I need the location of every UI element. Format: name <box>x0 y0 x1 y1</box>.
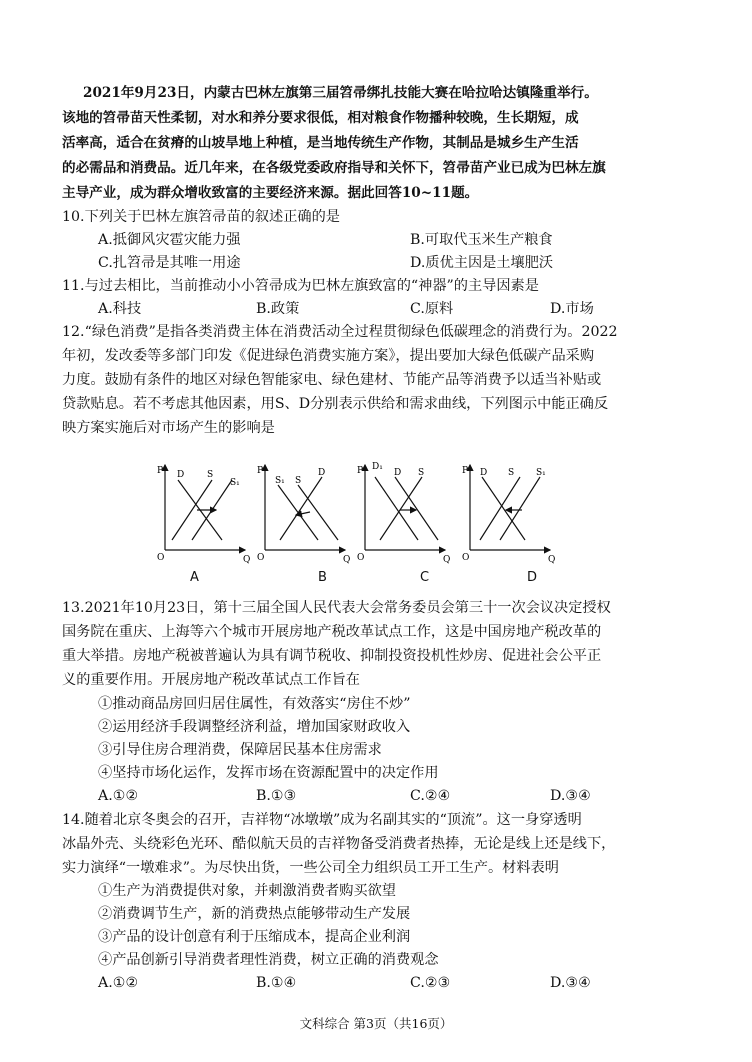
graph-c-d1-label: D₁ <box>372 462 383 472</box>
q11-stem: 11.与过去相比，当前推动小小笤帚成为巴林左旗致富的“神器”的主导因素是 <box>62 278 539 294</box>
graph-c-o-label: O <box>357 553 365 563</box>
q14-line-2: 冰晶外壳、头绕彩色光环、酷似航天员的吉祥物备受消费者热捧，无论是线上还是线下， <box>62 836 616 852</box>
q14-option-a: A.①② <box>98 975 139 991</box>
q10-option-b: B.可取代玉米生产粮食 <box>410 232 553 248</box>
q13-line-2: 国务院在重庆、上海等六个城市开展房地产税改革试点工作，这是中国房地产税改革的 <box>62 624 602 640</box>
q11-option-b: B.政策 <box>256 301 300 317</box>
q14-item-2: ②消费调节生产，新的消费热点能够带动生产发展 <box>98 906 411 922</box>
q13-item-3: ③引导住房合理消费，保障居民基本住房需求 <box>98 742 382 758</box>
q12-line-5: 映方案实施后对市场产生的影响是 <box>62 420 275 436</box>
q13-item-2: ②运用经济手段调整经济利益，增加国家财政收入 <box>98 719 411 735</box>
passage-line-2: 该地的笤帚苗天性柔韧，对水和养分要求很低，相对粮食作物播种较晚，生长期短，成 <box>62 110 579 126</box>
graph-a-q-label: Q <box>243 555 251 565</box>
graph-label-a: A <box>190 570 199 585</box>
graph-a-d-label: D <box>177 470 185 480</box>
passage-line-4: 的必需品和消费品。近几年来，在各级党委政府指导和关怀下，笤帚苗产业已成为巴林左旗 <box>62 160 606 176</box>
q10-option-d: D.质优主因是土壤肥沃 <box>410 255 554 271</box>
supply-demand-graphs <box>150 455 570 590</box>
q13-line-4: 义的重要作用。开展房地产税改革试点工作旨在 <box>62 672 360 688</box>
q13-option-d: D.③④ <box>550 788 591 804</box>
q14-item-4: ④产品创新引导消费者理性消费，树立正确的消费观念 <box>98 952 439 968</box>
graph-c-q-label: Q <box>443 555 451 565</box>
graph-a-s1-label: S₁ <box>230 478 240 488</box>
q11-option-d: D.市场 <box>550 301 594 317</box>
q12-line-3: 力度。鼓励有条件的地区对绿色智能家电、绿色建材、节能产品等消费予以适当补贴或 <box>62 372 602 388</box>
graph-b-d-label: D <box>318 468 326 478</box>
graph-d-q-label: Q <box>548 555 556 565</box>
q12-line-2: 年初，发改委等多部门印发《促进绿色消费实施方案》，提出要加大绿色低碳产品采购 <box>62 348 595 364</box>
graph-b-s1-label: S₁ <box>275 476 285 486</box>
q10-option-a: A.抵御风灾雹灾能力强 <box>98 232 241 248</box>
q11-option-c: C.原料 <box>410 301 454 317</box>
graph-c-s-label: S <box>418 468 425 478</box>
passage-line-1: 2021年9月23日，内蒙古巴林左旗第三届笤帚绑扎技能大赛在哈拉哈达镇隆重举行。 <box>83 85 598 101</box>
graph-b-q-label: Q <box>343 555 351 565</box>
graph-d-o-label: O <box>462 553 470 563</box>
q10-option-c: C.扎笤帚是其唯一用途 <box>98 255 241 271</box>
q14-item-3: ③产品的设计创意有利于压缩成本，提高企业利润 <box>98 929 411 945</box>
graph-label-b: B <box>318 570 327 585</box>
q13-option-a: A.①② <box>98 788 139 804</box>
q12-line-1: 12.“绿色消费”是指各类消费主体在消费活动全过程贯彻绿色低碳理念的消费行为。2022 <box>62 324 618 340</box>
q12-line-4: 贷款贴息。若不考虑其他因素，用S、D分别表示供给和需求曲线，下列图示中能正确反 <box>62 396 609 412</box>
graph-c-p-label: P <box>357 466 364 476</box>
q10-stem: 10.下列关于巴林左旗笤帚苗的叙述正确的是 <box>62 209 340 225</box>
q14-line-3: 实力演绎“一墩难求”。为尽快出货，一些公司全力组织员工开工生产。材料表明 <box>62 860 559 876</box>
graph-c-d-label: D <box>394 468 402 478</box>
q13-item-1: ①推动商品房回归居住属性，有效落实“房住不炒” <box>98 696 411 712</box>
graph-b-p-label: P <box>257 466 264 476</box>
graph-d-s-label: S <box>508 468 515 478</box>
q14-item-1: ①生产为消费提供对象，并刺激消费者购买欲望 <box>98 883 396 899</box>
q13-line-3: 重大举措。房地产税被普遍认为具有调节税收、抑制投资投机性炒房、促进社会公平正 <box>62 648 602 664</box>
q14-option-d: D.③④ <box>550 975 591 991</box>
graph-a-p-label: P <box>157 466 164 476</box>
q13-option-c: C.②④ <box>410 788 451 804</box>
graph-a-o-label: O <box>157 553 165 563</box>
passage-line-3: 活率高，适合在贫瘠的山坡旱地上种植，是当地传统生产作物，其制品是城乡生产生活 <box>62 135 579 151</box>
graph-d-s1-label: S₁ <box>536 468 546 478</box>
q14-option-c: C.②③ <box>410 975 451 991</box>
graph-label-d: D <box>527 570 538 585</box>
graph-label-c: C <box>420 570 430 585</box>
graph-b-o-label: O <box>257 553 265 563</box>
q13-option-b: B.①③ <box>256 788 297 804</box>
page-footer: 文科综合 第3页（共16页） <box>299 1016 453 1031</box>
q14-line-1: 14.随着北京冬奥会的召开，吉祥物“冰墩墩”成为名副其实的“顶流”。这一身穿透明 <box>62 812 582 828</box>
q14-option-b: B.①④ <box>256 975 297 991</box>
graph-b-s-label: S <box>295 476 302 486</box>
graph-d-d-label: D <box>480 468 488 478</box>
q11-option-a: A.科技 <box>98 301 142 317</box>
passage-line-5: 主导产业，成为群众增收致富的主要经济来源。据此回答10~11题。 <box>62 185 479 201</box>
graph-c <box>365 465 445 550</box>
graph-a-s-label: S <box>207 470 214 480</box>
q13-item-4: ④坚持市场化运作，发挥市场在资源配置中的决定作用 <box>98 765 439 781</box>
q13-line-1: 13.2021年10月23日，第十三届全国人民代表大会常务委员会第三十一次会议决定授权 <box>62 600 611 616</box>
graph-d-p-label: P <box>462 466 469 476</box>
